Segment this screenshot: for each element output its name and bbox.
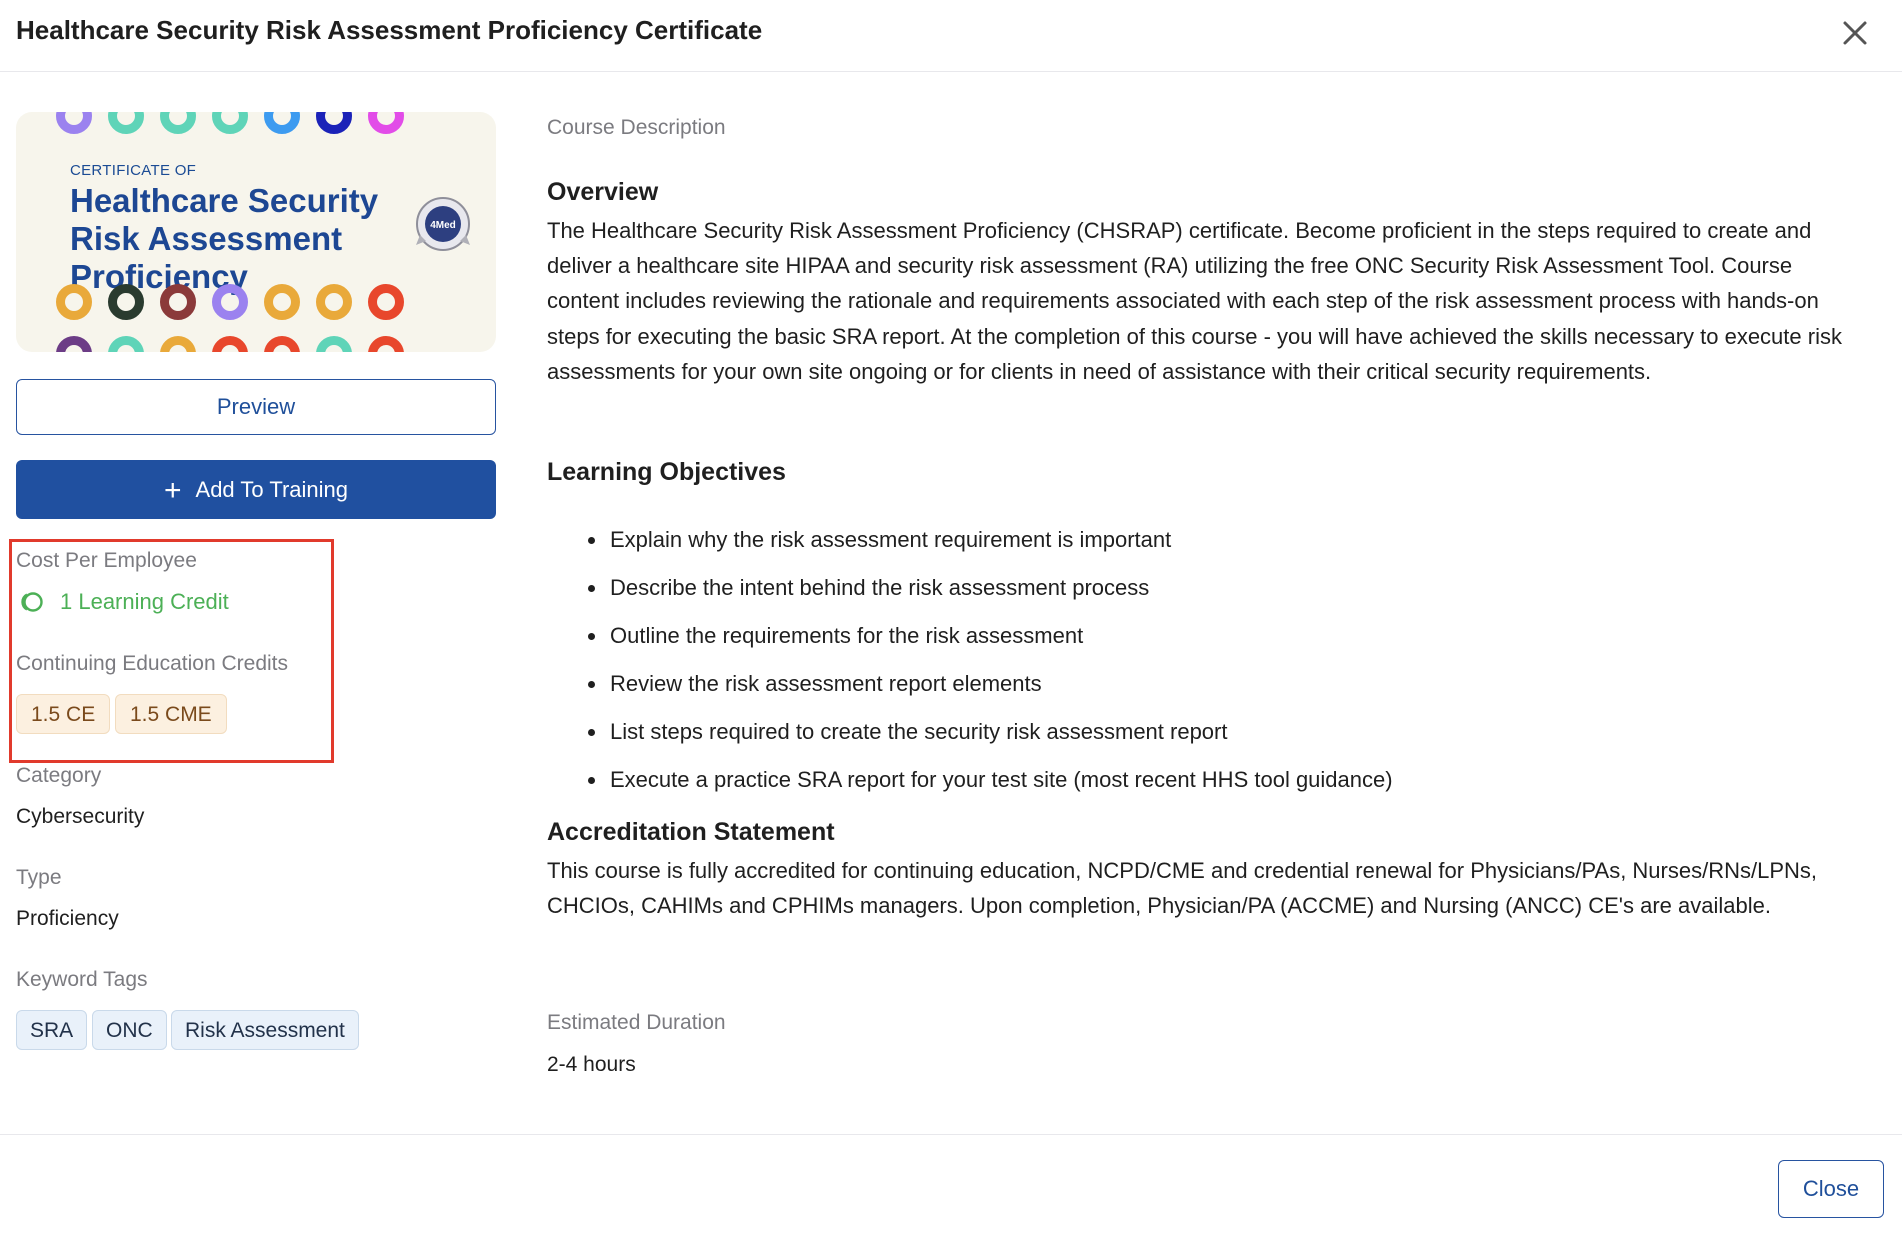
cme-badge: 1.5 CME <box>115 694 227 734</box>
decor-ring <box>368 284 404 320</box>
preview-button[interactable]: Preview <box>16 379 496 435</box>
overview-text: The Healthcare Security Risk Assessment Proficiency (CHSRAP) certificate. Become proficient in the steps required to create and deliver a healthcare site HIPAA and security risk assessment (RA) utilizing the free ONC Security Risk Assessment Tool. Course content includes reviewing the rationale and requirements associated with each step of the risk assessment process with hands-on steps for executing the basic SRA report. At the completion of this course - you will have achieved the skills necessary to execute risk assessments for your own site ongoing or for clients in need of assistance with their critical security requirements. <box>547 218 1842 384</box>
svg-text:4Med: 4Med <box>430 220 456 231</box>
decor-ring <box>316 112 352 134</box>
decor-ring <box>108 284 144 320</box>
plus-icon: + <box>163 474 182 507</box>
decor-ring <box>212 284 248 320</box>
dialog-title: Healthcare Security Risk Assessment Proficiency Certificate <box>16 15 763 45</box>
list-item: Execute a practice SRA report for your test site (most recent HHS tool guidance) <box>588 756 1393 804</box>
estimated-duration-value: 2-4 hours <box>547 1053 636 1076</box>
ce-credits-label: Continuing Education Credits <box>16 652 288 675</box>
add-to-training-label: Add To Training <box>195 477 348 502</box>
decor-ring <box>368 112 404 134</box>
decor-ring <box>108 336 144 352</box>
list-item: Review the risk assessment report elements <box>588 660 1393 708</box>
decor-ring <box>264 284 300 320</box>
accreditation-heading: Accreditation Statement <box>547 818 835 846</box>
decor-ring <box>316 284 352 320</box>
objectives-list <box>588 516 1393 804</box>
category-label: Category <box>16 764 102 787</box>
list-item: Outline the requirements for the risk assessment <box>588 612 1393 660</box>
type-label: Type <box>16 866 62 889</box>
tag-sra[interactable]: SRA <box>16 1010 87 1050</box>
decor-ring <box>160 284 196 320</box>
decor-ring <box>160 336 196 352</box>
close-icon[interactable] <box>1836 14 1874 52</box>
cost-per-employee-label: Cost Per Employee <box>16 549 197 572</box>
learning-objectives-heading: Learning Objectives <box>547 458 786 486</box>
add-to-training-button[interactable] <box>16 460 496 519</box>
decor-ring <box>56 112 92 134</box>
course-thumbnail <box>16 112 496 352</box>
keyword-tags-label: Keyword Tags <box>16 968 148 991</box>
certificate-name: Healthcare Security Risk Assessment Proficiency <box>70 182 379 295</box>
close-button[interactable]: Close <box>1778 1160 1884 1218</box>
decor-ring <box>212 336 248 352</box>
list-item: List steps required to create the security risk assessment report <box>588 708 1393 756</box>
decor-ring <box>264 336 300 352</box>
decor-ring <box>56 284 92 320</box>
decor-ring <box>108 112 144 134</box>
seal-icon <box>414 195 472 253</box>
decor-ring <box>316 336 352 352</box>
type-value: Proficiency <box>16 907 119 930</box>
credit-coin-icon <box>16 591 46 613</box>
certificate-of-label: CERTIFICATE OF <box>70 162 197 179</box>
estimated-duration-label: Estimated Duration <box>547 1011 726 1034</box>
footer-divider <box>0 1134 1902 1135</box>
learning-credit-value <box>16 589 229 615</box>
category-value: Cybersecurity <box>16 805 145 828</box>
decor-ring <box>264 112 300 134</box>
decor-ring <box>160 112 196 134</box>
dialog-header <box>0 0 1902 72</box>
accreditation-text: This course is fully accredited for continuing education, NCPD/CME and credential renewal for Physicians/PAs, Nurses/RNs/LPNs, CHCIOs, CAHIMs and CPHIMs managers. Upon completion, Physician/PA (ACCME) and Nursing (ANCC) CE's are available. <box>547 858 1818 919</box>
course-description-label: Course Description <box>547 116 726 139</box>
tag-risk-assessment[interactable]: Risk Assessment <box>171 1010 359 1050</box>
decor-ring <box>56 336 92 352</box>
list-item: Describe the intent behind the risk assessment process <box>588 564 1393 612</box>
tag-onc[interactable]: ONC <box>92 1010 167 1050</box>
learning-credit-text: 1 Learning Credit <box>60 589 229 614</box>
overview-heading: Overview <box>547 178 659 206</box>
list-item: Explain why the risk assessment requirement is important <box>588 516 1393 564</box>
decor-ring <box>212 112 248 134</box>
ce-badge: 1.5 CE <box>16 694 110 734</box>
decor-ring <box>368 336 404 352</box>
